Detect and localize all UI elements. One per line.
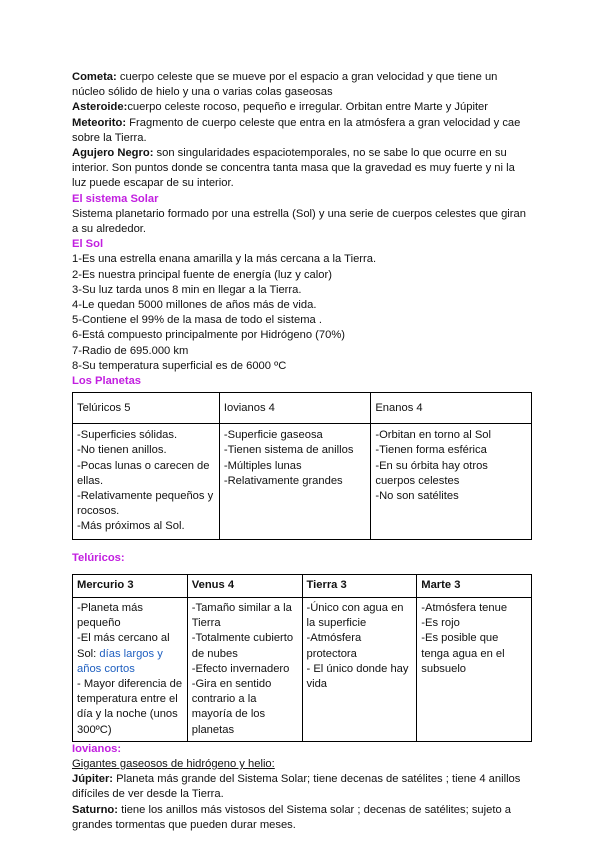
term: Saturno: [72,803,118,816]
list-item: 1-Es una estrella enana amarilla y la más cercana a la Tierra. [72,253,377,266]
table-cell-tierra: -Único con agua en la superficie -Atmósfera protectora - El único donde hay vida [302,597,417,741]
table-header-cell: Tierra 3 [302,574,417,597]
table-cell: -Superficie gaseosa -Tienen sistema de anillos -Múltiples lunas -Relativamente grandes [219,424,370,539]
definition-meteorito [72,116,532,146]
definition-text: Planeta más grande del Sistema Solar; tiene decenas de satélites ; tiene 4 anillos difíciles de ver desde la Tierra. [72,773,521,801]
table-header-cell: Mercurio 3 [73,574,188,597]
term: Júpiter: [72,773,114,786]
table-cell-marte: -Atmósfera tenue -Es rojo -Es posible que tenga agua en el subsuelo [417,597,532,741]
table-cell: -Orbitan en torno al Sol -Tienen forma esférica -En su órbita hay otros cuerpos celestes -No son satélites [371,424,532,539]
term: Cometa: [72,71,117,83]
term: Agujero Negro: [72,147,154,160]
table-header-cell: Iovianos 4 [219,393,370,424]
list-item: 6-Está compuesto principalmente por Hidrógeno (70%) [72,329,345,342]
table-header-cell: Telúricos 5 [73,393,220,424]
term: Meteorito: [72,116,127,129]
list-item: 5-Contiene el 99% de la masa de todo el sistema . [72,314,322,327]
term: Asteroide: [72,101,128,114]
definition-text: cuerpo celeste rocoso, pequeño e irregular. Orbitan entre Marte y Júpiter [127,101,489,114]
heading-iovianos: Iovianos: [72,742,122,755]
definition-agujero-negro [72,146,532,192]
list-item: 3-Su luz tarda unos 8 min en llegar a la Tierra. [72,283,302,296]
table-cell-venus: -Tamaño similar a la Tierra -Totalmente cubierto de nubes -Efecto invernadero -Gira en sentido contrario a la mayoría de los planetas [187,597,302,741]
table-header-row [73,574,532,597]
planetas-table [72,392,532,539]
highlight-text: días largos y años cortos [77,647,163,675]
iovianos-intro: Gigantes gaseosos de hidrógeno y helio: [72,757,275,770]
sol-list [72,252,532,374]
table-header-cell: Venus 4 [187,574,302,597]
definition-jupiter [72,772,532,802]
table-header-cell: Enanos 4 [371,393,532,424]
definition-cometa [72,70,532,100]
table-header-cell: Marte 3 [417,574,532,597]
definition-text: son singularidades espaciotemporales, no se sabe lo que ocurre en su interior. Son puntos donde se concentra tanta masa que la gravedad es muy fuerte y ni la luz puede escapar de su interior. [72,147,515,190]
heading-teluricos: Telúricos: [72,551,125,564]
table-header-row [73,393,532,424]
heading-sol: El Sol [72,238,104,251]
table-cell: -Superficies sólidas. -No tienen anillos. -Pocas lunas o carecen de ellas. -Relativamente pequeños y rocosos. -Más próximos al Sol. [73,424,220,539]
definition-asteroide [72,100,532,115]
cell-text: -Planeta más pequeño -El más cercano al Sol: [77,601,170,660]
table-cell-mercurio [73,597,188,741]
list-item: 2-Es nuestra principal fuente de energía (luz y calor) [72,268,332,281]
table-row [73,424,532,539]
list-item: 8-Su temperatura superficial es de 6000 ºC [72,359,287,372]
cell-text: - Mayor diferencia de temperatura entre el día y la noche (unos 300ºC) [77,677,183,736]
definition-saturno [72,803,532,833]
definition-text: cuerpo celeste que se mueve por el espacio a gran velocidad y que tiene un núcleo sólido de hielo y una o varias colas gaseosas [72,71,498,99]
document-page [72,70,532,833]
table-row [73,597,532,741]
definition-text: tiene los anillos más vistosos del Sistema solar ; decenas de satélites; sujeto a grandes tormentas que pueden durar meses. [72,803,512,831]
list-item: 7-Radio de 695.000 km [72,344,189,357]
sistema-solar-text: Sistema planetario formado por una estrella (Sol) y una serie de cuerpos celestes que giran a su alrededor. [72,207,526,236]
heading-planetas: Los Planetas [72,375,142,388]
definition-text: Fragmento de cuerpo celeste que entra en la atmósfera a gran velocidad y cae sobre la Tierra. [72,116,521,144]
teluricos-table [72,574,532,742]
list-item: 4-Le quedan 5000 millones de años más de vida. [72,299,317,312]
heading-sistema-solar: El sistema Solar [72,192,159,205]
